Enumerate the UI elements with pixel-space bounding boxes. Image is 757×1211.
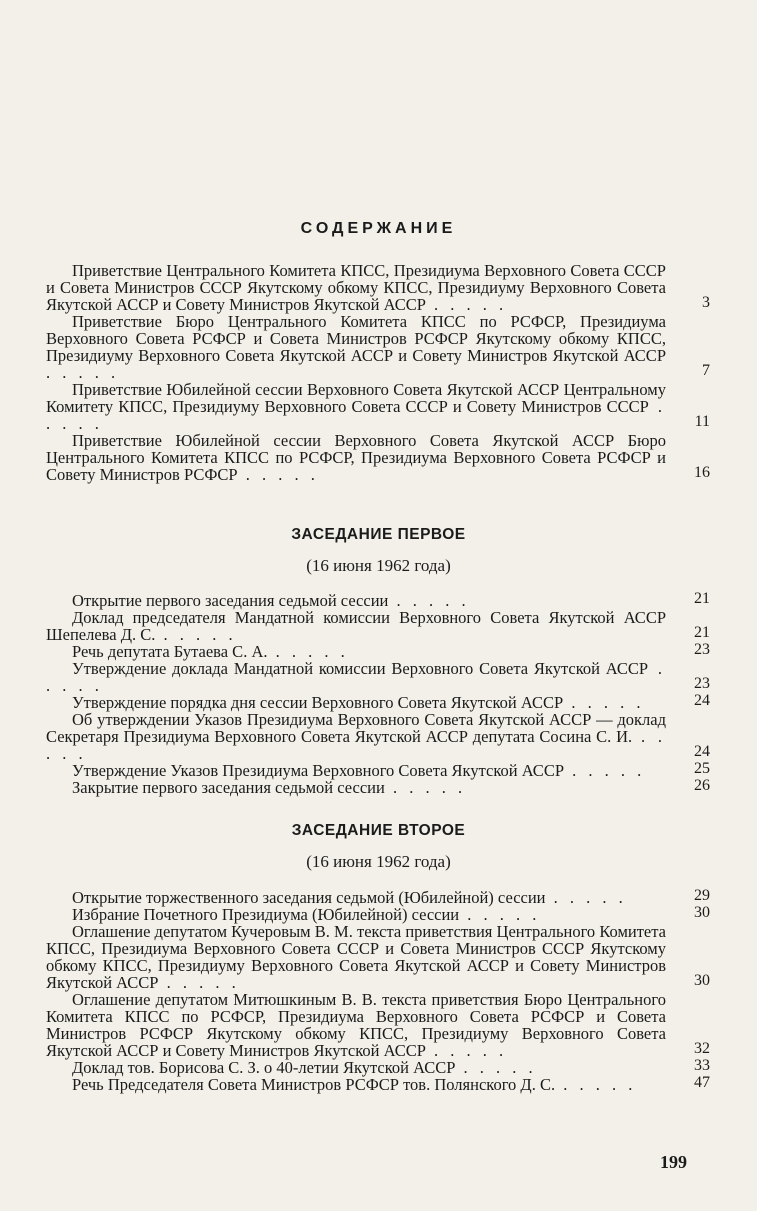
toc-entry (46, 1074, 710, 1094)
toc-page-number: 30 (694, 904, 710, 921)
leader-dots: . . . . . (46, 363, 120, 382)
toc-entry (46, 990, 710, 1060)
toc-entry-text (46, 643, 666, 660)
toc-entry (46, 887, 710, 907)
toc-page-number: 25 (694, 760, 710, 777)
toc-entry-title: Речь депутата Бутаева С. А. (72, 642, 268, 661)
toc-entry-text (46, 432, 666, 483)
toc-entry (46, 659, 710, 695)
toc-entry-title: Доклад тов. Борисова С. З. о 40-летии Якутской АССР (72, 1058, 456, 1077)
toc-entry-title: Утверждение Указов Президиума Верховного Совета Якутской АССР (72, 761, 564, 780)
toc-entry-title: Утверждение доклада Мандатной комиссии Верховного Совета Якутской АССР (72, 659, 649, 678)
leader-dots: . . . . . (564, 761, 646, 780)
toc-page-number: 26 (694, 777, 710, 794)
leader-dots: . . . . . (384, 778, 467, 797)
toc-entry-text (46, 1076, 666, 1093)
toc-entry-text (46, 1059, 666, 1076)
section1-title: ЗАСЕДАНИЕ ПЕРВОЕ (291, 526, 466, 543)
toc-entry (46, 590, 710, 610)
leader-dots: . . . . . (267, 642, 349, 661)
toc-entry (46, 692, 710, 712)
toc-entry-title: Утверждение порядка дня сессии Верховного Совета Якутской АССР (72, 693, 564, 712)
toc-entry-text (46, 592, 666, 609)
toc-entry (46, 1057, 710, 1077)
toc-entry (46, 710, 710, 763)
toc-entry (46, 431, 710, 484)
toc-page-number: 29 (694, 887, 710, 904)
toc-entry-title: Доклад председателя Мандатной комиссии Верховного Совета Якутской АССР Шепелева Д. С. (46, 608, 666, 644)
toc-page-number: 3 (702, 294, 710, 311)
section2-entries (46, 887, 710, 1094)
toc-page-number: 24 (694, 692, 710, 709)
section1-entries (46, 590, 710, 797)
section2-title: ЗАСЕДАНИЕ ВТОРОЕ (291, 822, 466, 839)
toc-entry-text (46, 262, 666, 313)
toc-page-number: 23 (694, 641, 710, 658)
toc-entry (46, 777, 710, 797)
toc-entry (46, 904, 710, 924)
toc-entry (46, 922, 710, 992)
toc-entry-text (46, 381, 666, 432)
leader-dots: . . . . . (155, 625, 237, 644)
toc-entry-title: Приветствие Центрального Комитета КПСС, Президиума Верховного Совета СССР и Совета Министров СССР Якутскому обкому КПСС, Президиуму Верховного Совета Якутской АССР и Совету Министров Якутской АССР (46, 261, 666, 314)
toc-entry (46, 261, 710, 314)
toc-entry-text (46, 694, 666, 711)
leader-dots: . . . . . (388, 591, 470, 610)
toc-entry (46, 641, 710, 661)
toc-page-number: 11 (694, 413, 710, 430)
leader-dots: . . . . . (555, 1075, 637, 1094)
toc-entry-text (46, 889, 666, 906)
toc-entry (46, 312, 710, 382)
toc-entry-title: Закрытие первого заседания седьмой сессии (72, 778, 385, 797)
toc-page-number: 33 (694, 1057, 710, 1074)
leader-dots: . . . . . (425, 295, 508, 314)
leader-dots: . . . . . (237, 465, 319, 484)
toc-entry-text (46, 313, 666, 381)
leader-dots: . . . . . (46, 727, 667, 763)
toc-page-number: 7 (702, 362, 710, 379)
intro-entries (46, 261, 710, 484)
leader-dots: . . . . . (425, 1041, 508, 1060)
toc-entry (46, 380, 710, 433)
leader-dots: . . . . . (46, 397, 667, 433)
toc-entry-title: Открытие торжественного заседания седьмой (Юбилейной) сессии (72, 888, 546, 907)
toc-entry-text (46, 609, 666, 643)
toc-entry-title: Оглашение депутатом Митюшкиным В. В. текста приветствия Бюро Центрального Комитета КПСС по РСФСР, Президиума Верховного Совета РСФСР и Совета Министров РСФСР Якутскому обкому КПСС, Президиуму Верховного Совета Якутской АССР и Совету Министров Якутской АССР (46, 990, 666, 1060)
toc-entry-text (46, 660, 666, 694)
section2-date: (16 июня 1962 года) (306, 852, 451, 871)
leader-dots: . . . . . (545, 888, 627, 907)
toc-page-number: 32 (694, 1040, 710, 1057)
toc-entry-title: Избрание Почетного Президиума (Юбилейной) сессии (72, 905, 460, 924)
toc-entry-title: Приветствие Юбилейной сессии Верховного Совета Якутской АССР Бюро Центрального Комитета КПСС по РСФСР, Президиума Верховного Совета РСФСР и Совету Министров РСФСР (46, 431, 666, 484)
toc-entry-title: Приветствие Юбилейной сессии Верховного Совета Якутской АССР Центральному Комитету КПСС, Президиуму Верховного Совета СССР и Совету Министров СССР (46, 380, 666, 416)
contents-title: СОДЕРЖАНИЕ (300, 220, 457, 237)
toc-entry-text (46, 762, 666, 779)
toc-page-number: 30 (694, 972, 710, 989)
toc-entry-title: Об утверждении Указов Президиума Верховного Совета Якутской АССР — доклад Секретаря Президиума Верховного Совета Якутской АССР депутата Сосина С. И. (46, 710, 666, 746)
toc-page-number: 16 (694, 464, 710, 481)
toc-entry-title: Открытие первого заседания седьмой сессии (72, 591, 389, 610)
section1-date: (16 июня 1962 года) (306, 556, 451, 575)
toc-entry (46, 608, 710, 644)
leader-dots: . . . . . (563, 693, 645, 712)
toc-entry-text (46, 923, 666, 991)
toc-entry-text (46, 779, 666, 796)
toc-entry-title: Речь Председателя Совета Министров РСФСР тов. Полянского Д. С. (72, 1075, 556, 1094)
toc-page-number: 24 (694, 743, 710, 760)
toc-entry (46, 760, 710, 780)
toc-entry-title: Приветствие Бюро Центрального Комитета КПСС по РСФСР, Президиума Верховного Совета РСФСР и Совета Министров РСФСР Якутскому обкому КПСС, Президиуму Верховного Совета Якутской АССР и Совету Министров Якутской АССР (46, 312, 666, 365)
toc-entry-text (46, 991, 666, 1059)
toc-page-number: 47 (694, 1074, 710, 1091)
toc-entry-title: Оглашение депутатом Кучеровым В. М. текста приветствия Центрального Комитета КПСС, Президиума Верховного Совета СССР и Совета Министров СССР Якутскому обкому КПСС, Президиуму Верховного Совета Якутской АССР и Совету Министров Якутской АССР (46, 922, 666, 992)
leader-dots: . . . . . (158, 973, 240, 992)
toc-page-number: 21 (694, 590, 710, 607)
toc-entry-text (46, 906, 666, 923)
page-number: 199 (660, 1152, 687, 1172)
toc-page-number: 23 (694, 675, 710, 692)
leader-dots: . . . . . (459, 905, 541, 924)
toc-page-number: 21 (694, 624, 710, 641)
toc-entry-text (46, 711, 666, 762)
leader-dots: . . . . . (455, 1058, 537, 1077)
leader-dots: . . . . . (46, 659, 666, 695)
